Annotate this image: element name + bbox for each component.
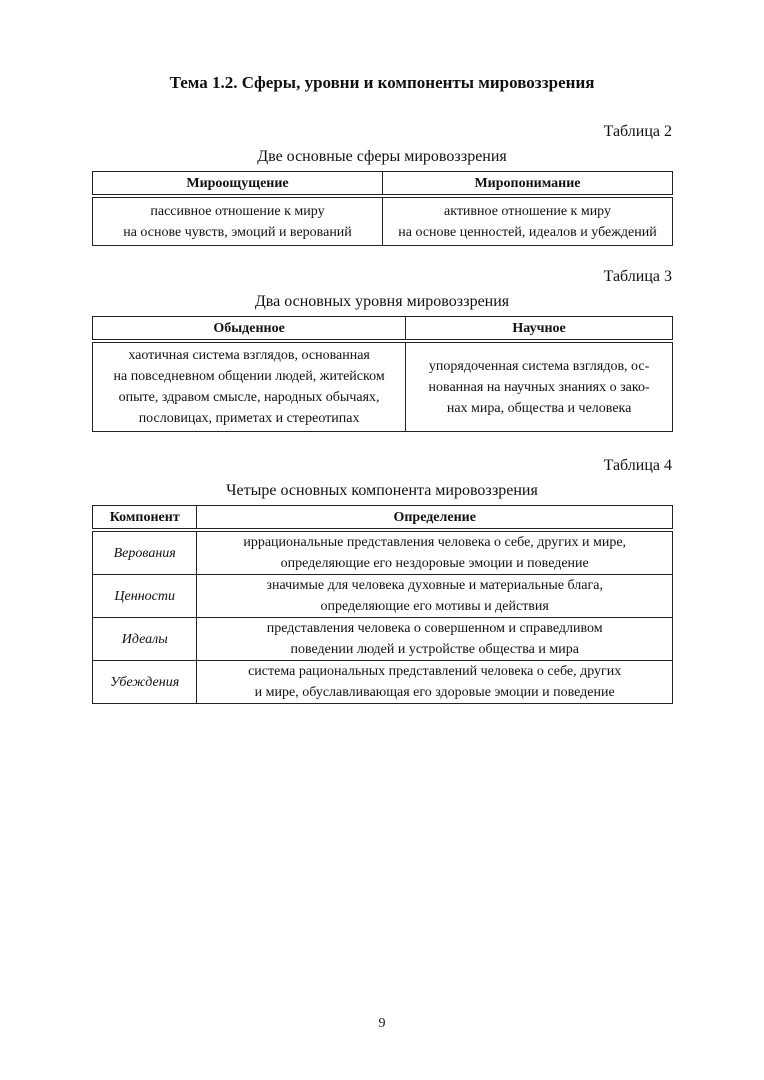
- table-cell: [383, 196, 673, 246]
- cell-line: определяющие его мотивы и действия: [320, 599, 549, 614]
- table-header: Обыденное: [93, 317, 406, 342]
- cell-line: активное отношение к миру: [443, 204, 611, 219]
- cell-line: нах мира, общества и человека: [446, 400, 632, 416]
- table-cell: [406, 341, 673, 432]
- table-3: [92, 316, 673, 432]
- cell-line: и мире, обуславливающая его здоровые эмоции и поведение: [254, 685, 615, 700]
- component-name: Идеалы: [93, 618, 197, 661]
- cell-line: на основе чувств, эмоций и верований: [123, 225, 352, 240]
- component-definition: [197, 530, 673, 575]
- cell-line: нованная на научных знаниях о зако-: [428, 379, 650, 395]
- table-row: [93, 530, 673, 575]
- cell-line: значимые для человека духовные и материальные блага,: [266, 578, 603, 593]
- cell-line: хаотичная система взглядов, основанная: [128, 348, 370, 363]
- table-row: [93, 575, 673, 618]
- table-row: [93, 618, 673, 661]
- component-name: Убеждения: [93, 661, 197, 704]
- cell-line: система рациональных представлений человека о себе, других: [248, 664, 622, 679]
- table-header: Мироощущение: [93, 172, 383, 197]
- cell-line: опыте, здравом смысле, народных обычаях,: [118, 390, 380, 405]
- table-3-caption: Два основных уровня мировоззрения: [254, 293, 510, 310]
- cell-line: упорядоченная система взглядов, ос-: [428, 358, 650, 374]
- table-header: Миропонимание: [383, 172, 673, 197]
- component-name: Ценности: [93, 575, 197, 618]
- cell-line: на основе ценностей, идеалов и убеждений: [398, 225, 657, 240]
- table-4-label: Таблица 4: [603, 457, 672, 474]
- cell-line: пословицах, приметах и стереотипах: [138, 411, 360, 426]
- component-definition: [197, 661, 673, 704]
- cell-line: представления человека о совершенном и справедливом: [266, 621, 603, 636]
- table-header: Компонент: [93, 506, 197, 531]
- page-number: 9: [378, 1016, 386, 1031]
- table-row: [93, 661, 673, 704]
- table-row: [93, 196, 673, 246]
- table-3-label: Таблица 3: [603, 268, 672, 285]
- table-4-caption: Четыре основных компонента мировоззрения: [226, 482, 538, 499]
- table-header: Определение: [197, 506, 673, 531]
- cell-line: определяющие его нездоровые эмоции и поведение: [280, 556, 589, 571]
- section-title: Тема 1.2. Сферы, уровни и компоненты мировоззрения: [169, 73, 595, 92]
- component-name: Верования: [93, 530, 197, 575]
- table-2: [92, 171, 673, 246]
- table-4: [92, 505, 673, 704]
- component-definition: [197, 618, 673, 661]
- table-row: [93, 341, 673, 432]
- table-2-label: Таблица 2: [603, 123, 672, 140]
- component-definition: [197, 575, 673, 618]
- cell-line: на повседневном общении людей, житейском: [113, 369, 385, 384]
- table-cell: [93, 341, 406, 432]
- cell-line: иррациональные представления человека о себе, других и мире,: [243, 535, 627, 550]
- cell-line: пассивное отношение к миру: [150, 204, 325, 219]
- table-cell: [93, 196, 383, 246]
- table-header: Научное: [406, 317, 673, 342]
- cell-line: поведении людей и устройстве общества и мира: [290, 642, 579, 657]
- table-2-caption: Две основные сферы мировоззрения: [257, 148, 507, 165]
